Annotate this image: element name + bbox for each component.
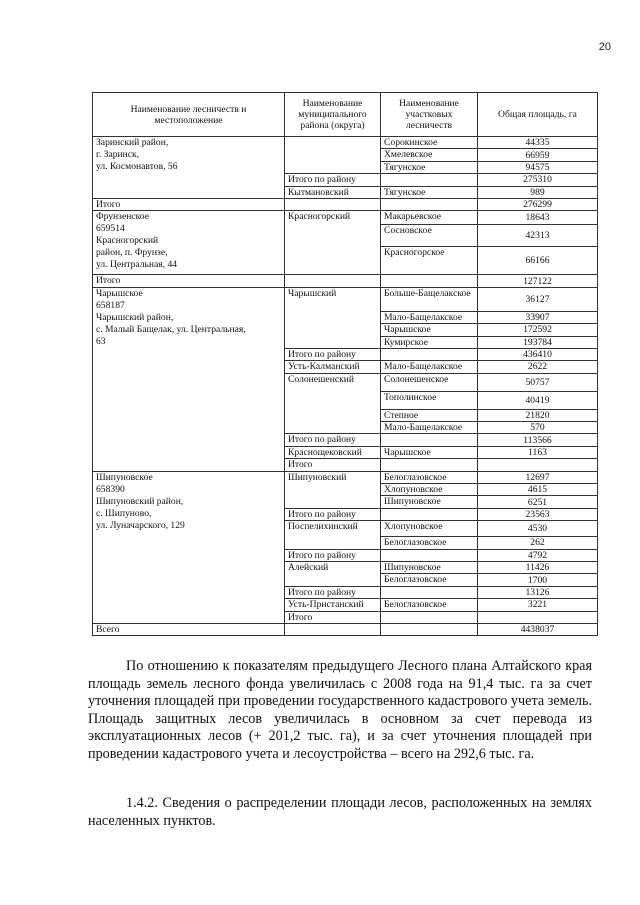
area-cell: 23563 bbox=[478, 508, 598, 520]
area-cell: 66166 bbox=[478, 247, 598, 275]
district-cell: Алейский bbox=[285, 561, 381, 586]
section-cell bbox=[381, 586, 478, 598]
district-subtotal-label: Итого по району bbox=[285, 174, 381, 186]
section-cell bbox=[381, 348, 478, 360]
area-cell: 193784 bbox=[478, 336, 598, 348]
area-cell: 4615 bbox=[478, 484, 598, 496]
district-subtotal-label: Итого по району bbox=[285, 434, 381, 446]
district-cell: Усть-Калманский bbox=[285, 361, 381, 373]
area-cell: 42313 bbox=[478, 225, 598, 247]
section-cell bbox=[381, 198, 478, 210]
section-cell: Чарышское bbox=[381, 446, 478, 458]
district-cell: Солонешенский bbox=[285, 373, 381, 434]
section-heading-1-4-2: 1.4.2. Сведения о распределении площади лесов, расположенных на землях населенных пунктов. bbox=[88, 795, 592, 829]
area-cell: 21820 bbox=[478, 409, 598, 421]
district-subtotal-label: Итого по району bbox=[285, 549, 381, 561]
table-row-grand-total bbox=[93, 623, 598, 635]
district-cell: Краснощековский bbox=[285, 446, 381, 458]
area-cell: 18643 bbox=[478, 211, 598, 225]
total-label: Итого bbox=[285, 611, 381, 623]
area-cell: 4792 bbox=[478, 549, 598, 561]
area-cell: 6251 bbox=[478, 496, 598, 508]
section-cell: Шипуновское bbox=[381, 561, 478, 573]
section-cell: Тягунское bbox=[381, 161, 478, 173]
section-cell: Степное bbox=[381, 409, 478, 421]
area-cell: 13126 bbox=[478, 586, 598, 598]
forestry-location-charysh: Чарышское 658187 Чарышский район, с. Малый Бащелак, ул. Центральная, 63 bbox=[93, 287, 285, 471]
section-cell: Сорокинское bbox=[381, 137, 478, 149]
section-cell bbox=[381, 275, 478, 287]
district-cell bbox=[285, 623, 381, 635]
area-cell: 436410 bbox=[478, 348, 598, 360]
table-row bbox=[93, 287, 598, 311]
area-cell: 36127 bbox=[478, 287, 598, 311]
table-row-total bbox=[93, 198, 598, 210]
section-cell bbox=[478, 459, 598, 471]
section-cell: Чарышское bbox=[381, 324, 478, 336]
district-cell: Усть-Пристанский bbox=[285, 599, 381, 611]
section-cell: Кумирское bbox=[381, 336, 478, 348]
header-area: Общая площадь, га bbox=[478, 93, 598, 137]
district-cell bbox=[285, 198, 381, 210]
district-cell: Поспелихинский bbox=[285, 521, 381, 549]
total-label: Итого bbox=[93, 275, 285, 287]
section-cell bbox=[381, 549, 478, 561]
district-cell: Кытмановский bbox=[285, 186, 381, 198]
area-cell: 113566 bbox=[478, 434, 598, 446]
header-forestry: Наименование лесничеств и местоположение bbox=[93, 93, 285, 137]
district-cell bbox=[285, 137, 381, 174]
area-cell: 1163 bbox=[478, 446, 598, 458]
area-cell: 12697 bbox=[478, 471, 598, 483]
section-cell: Белоглазовское bbox=[381, 537, 478, 549]
table-row bbox=[93, 137, 598, 149]
section-cell: Хлопуновское bbox=[381, 521, 478, 537]
section-cell: Шипуновское bbox=[381, 496, 478, 508]
area-cell: 1700 bbox=[478, 574, 598, 586]
area-cell: 94575 bbox=[478, 161, 598, 173]
header-district: Наименование муниципального района (округа) bbox=[285, 93, 381, 137]
area-cell: 66959 bbox=[478, 149, 598, 161]
district-subtotal-label: Итого по району bbox=[285, 348, 381, 360]
page-number: 20 bbox=[598, 41, 611, 53]
section-cell: Солонешенское bbox=[381, 373, 478, 391]
grand-total-label: Всего bbox=[93, 623, 285, 635]
area-cell: 33907 bbox=[478, 311, 598, 323]
section-cell: Белоглазовское bbox=[381, 599, 478, 611]
district-cell bbox=[381, 459, 478, 471]
area-cell: 127122 bbox=[478, 275, 598, 287]
section-cell: Тягунское bbox=[381, 186, 478, 198]
area-cell: 50757 bbox=[478, 373, 598, 391]
section-cell: Белоглазовское bbox=[381, 574, 478, 586]
section-cell: Мало-Бащелакское bbox=[381, 422, 478, 434]
section-cell: Хлопуновское bbox=[381, 484, 478, 496]
area-cell: 4530 bbox=[478, 521, 598, 537]
area-cell: 262 bbox=[478, 537, 598, 549]
section-cell bbox=[381, 508, 478, 520]
table-row bbox=[93, 211, 598, 225]
table-row-total bbox=[93, 275, 598, 287]
section-cell bbox=[478, 611, 598, 623]
section-cell bbox=[381, 174, 478, 186]
section-cell: Хмелевское bbox=[381, 149, 478, 161]
forestry-location-zarinsk: Заринский район, г. Заринск, ул. Космонавтов, 56 bbox=[93, 137, 285, 199]
area-cell: 570 bbox=[478, 422, 598, 434]
section-cell: Сосновское bbox=[381, 225, 478, 247]
section-cell: Красногорское bbox=[381, 247, 478, 275]
district-cell bbox=[381, 611, 478, 623]
area-cell: 172592 bbox=[478, 324, 598, 336]
section-cell: Мало-Бащелакское bbox=[381, 311, 478, 323]
area-cell: 4438037 bbox=[478, 623, 598, 635]
total-label: Итого bbox=[93, 198, 285, 210]
area-cell: 276299 bbox=[478, 198, 598, 210]
table-row bbox=[93, 471, 598, 483]
table-header-row bbox=[93, 93, 598, 137]
area-cell: 11426 bbox=[478, 561, 598, 573]
district-cell: Чарышский bbox=[285, 287, 381, 348]
section-cell: Макарьевское bbox=[381, 211, 478, 225]
section-cell: Белоглазовское bbox=[381, 471, 478, 483]
district-cell: Красногорский bbox=[285, 211, 381, 275]
area-cell: 989 bbox=[478, 186, 598, 198]
total-label: Итого bbox=[285, 459, 381, 471]
district-cell bbox=[285, 275, 381, 287]
paragraph-area-change: По отношению к показателям предыдущего Лесного плана Алтайского края площадь земель лесного фонда увеличилась с 2008 года на 91,4 тыс. га за счет уточнения площадей при проведении государственного кадастрового учета земель. Площадь защитных лесов увеличилась в основном за счет перевода из эксплуатационных лесов (+ 201,2 тыс. га), и за счет уточнения площадей при проведении кадастрового учета и лесоустройства – всего на 292,6 тыс. га. bbox=[88, 658, 592, 762]
area-cell: 3221 bbox=[478, 599, 598, 611]
district-subtotal-label: Итого по району bbox=[285, 508, 381, 520]
section-cell: Мало-Бащелакское bbox=[381, 361, 478, 373]
area-cell: 44335 bbox=[478, 137, 598, 149]
forestry-location-shipunovo: Шипуновское 658390 Шипуновский район, с. Шипуново, ул. Луначарского, 129 bbox=[93, 471, 285, 623]
section-cell bbox=[381, 434, 478, 446]
forestry-location-frunze: Фрунзенское 659514 Красногорский район, п. Фрунзе, ул. Центральная, 44 bbox=[93, 211, 285, 275]
section-cell: Больше-Бащелакское bbox=[381, 287, 478, 311]
section-cell: Тополинское bbox=[381, 391, 478, 409]
district-cell: Шипуновский bbox=[285, 471, 381, 508]
district-subtotal-label: Итого по району bbox=[285, 586, 381, 598]
forest-area-table bbox=[92, 92, 598, 636]
area-cell: 2622 bbox=[478, 361, 598, 373]
area-cell: 40419 bbox=[478, 391, 598, 409]
header-section: Наименование участковых лесничеств bbox=[381, 93, 478, 137]
section-cell bbox=[381, 623, 478, 635]
area-cell: 275310 bbox=[478, 174, 598, 186]
